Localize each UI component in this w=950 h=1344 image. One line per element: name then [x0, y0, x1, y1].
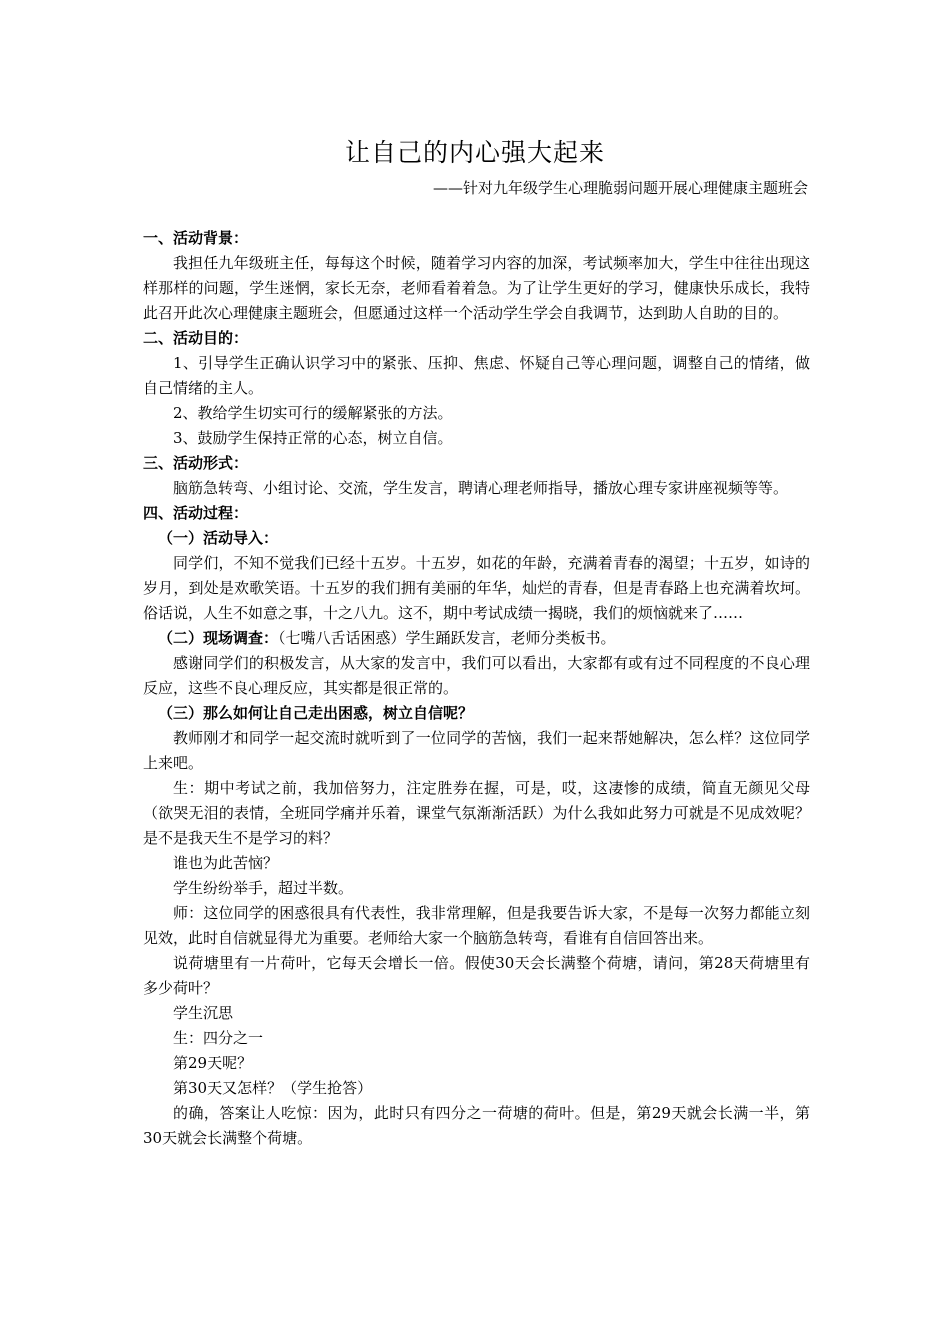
subsection-heading-confidence: （三）那么如何让自己走出困惑，树立自信呢？ [158, 704, 474, 722]
document-title: 让自己的内心强大起来 [344, 138, 605, 167]
dialogue-paragraph: 教师刚才和同学一起交流时就听到了一位同学的苦恼，我们一起来帮她解决，怎么样？这位同学上来吧。 [143, 729, 810, 772]
goal-item-2: 2、教给学生切实可行的缓解紧张的方法。 [173, 404, 453, 422]
subsection-survey-line [143, 626, 810, 651]
dialogue-paragraph: 说荷塘里有一片荷叶，它每天会增长一倍。假使30天会长满整个荷塘，请问，第28天荷塘里有多少荷叶？ [143, 954, 810, 997]
dialogue-paragraph: 师：这位同学的困惑很具有代表性，我非常理解，但是我要告诉大家，不是每一次努力都能立刻见效，此时自信就显得尤为重要。老师给大家一个脑筋急转弯，看谁有自信回答出来。 [143, 904, 810, 947]
section-heading-format: 三、活动形式： [143, 454, 249, 472]
document-body [143, 226, 810, 1151]
survey-description: （七嘴八舌话困惑）学生踊跃发言，老师分类板书。 [278, 629, 616, 647]
section-heading-goals: 二、活动目的： [143, 329, 249, 347]
dialogue-paragraph: 生：四分之一 [173, 1029, 264, 1047]
intro-paragraph: 同学们，不知不觉我们已经十五岁。十五岁，如花的年龄，充满着青春的渴望；十五岁，如诗的岁月，到处是欢歌笑语。十五岁的我们拥有美丽的年华，灿烂的青春，但是青春路上也充满着坎坷。俗话说，人生不如意之事，十之八九。这不，期中考试成绩一揭晓，我们的烦恼就来了…… [143, 554, 810, 622]
section-heading-process: 四、活动过程： [143, 504, 249, 522]
document-subtitle: ——针对九年级学生心理脆弱问题开展心理健康主题班会 [432, 179, 808, 197]
format-paragraph: 脑筋急转弯、小组讨论、交流，学生发言，聘请心理老师指导，播放心理专家讲座视频等等。 [173, 479, 789, 497]
section-heading-background: 一、活动背景： [143, 229, 249, 247]
subsection-heading-survey: （二）现场调查： [158, 629, 279, 647]
goal-item-1: 1、引导学生正确认识学习中的紧张、压抑、焦虑、怀疑自己等心理问题，调整自己的情绪，做自己情绪的主人。 [143, 354, 810, 397]
dialogue-paragraph: 的确，答案让人吃惊：因为，此时只有四分之一荷塘的荷叶。但是，第29天就会长满一半，第30天就会长满整个荷塘。 [143, 1104, 810, 1147]
dialogue-paragraph: 生：期中考试之前，我加倍努力，注定胜券在握，可是，哎，这凄惨的成绩，简直无颜见父母（欲哭无泪的表情，全班同学痛并乐着，课堂气氛渐渐活跃）为什么我如此努力可就是不见成效呢？是不是我天生不是学习的料？ [143, 779, 810, 847]
dialogue-paragraph: 学生沉思 [173, 1004, 234, 1022]
goal-item-3: 3、鼓励学生保持正常的心态，树立自信。 [173, 429, 453, 447]
background-paragraph: 我担任九年级班主任，每每这个时候，随着学习内容的加深，考试频率加大，学生中往往出现这样那样的问题，学生迷惘，家长无奈，老师看着着急。为了让学生更好的学习，健康快乐成长，我特此召开此次心理健康主题班会，但愿通过这样一个活动学生学会自我调节，达到助人自助的目的。 [143, 254, 810, 322]
survey-paragraph: 感谢同学们的积极发言，从大家的发言中，我们可以看出，大家都有或有过不同程度的不良心理反应，这些不良心理反应，其实都是很正常的。 [143, 654, 810, 697]
subsection-heading-intro: （一）活动导入： [158, 529, 279, 547]
dialogue-paragraph: 第29天呢？ [173, 1054, 253, 1072]
dialogue-paragraph: 谁也为此苦恼？ [173, 854, 279, 872]
dialogue-paragraph: 学生纷纷举手，超过半数。 [173, 879, 354, 897]
dialogue-paragraph: 第30天又怎样？（学生抢答） [173, 1079, 373, 1097]
